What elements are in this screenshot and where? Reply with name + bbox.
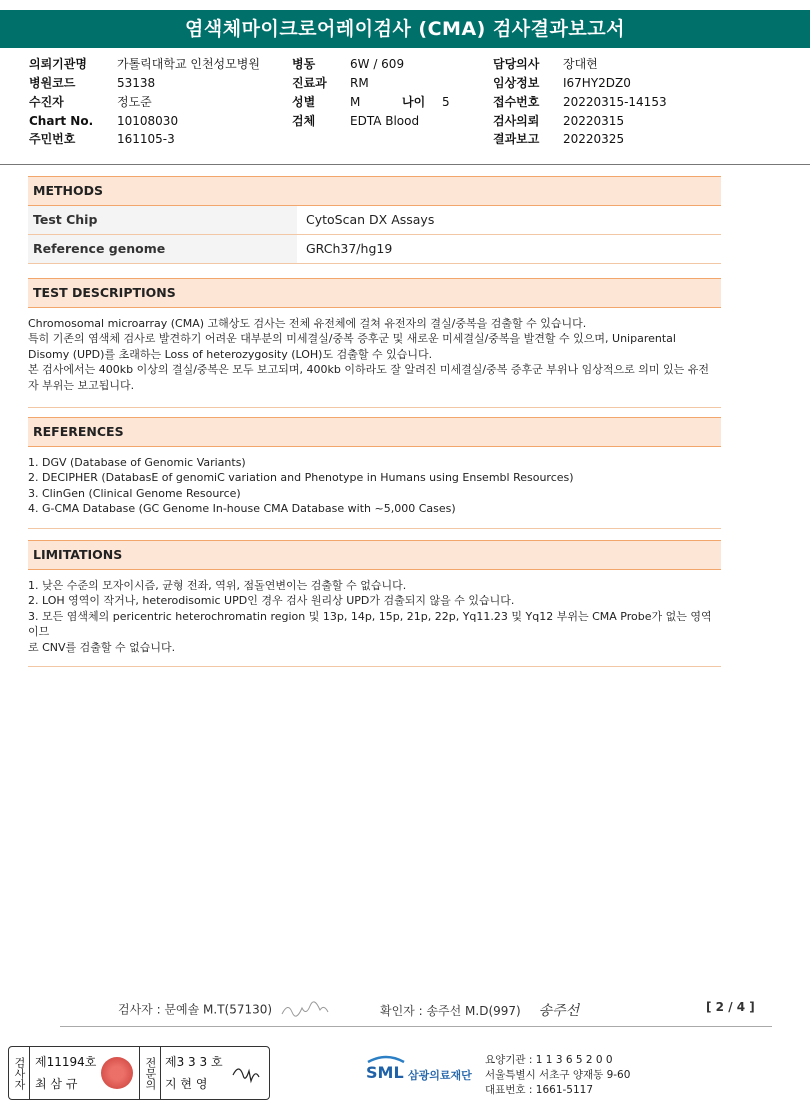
list-item: 4. G-CMA Database (GC Genome In-house CMA Database with ~5,000 Cases): [28, 502, 456, 516]
footer-divider: [60, 1026, 772, 1027]
methods-row: [28, 206, 721, 235]
tester-signature-mark: [280, 1000, 330, 1020]
value: 정도준: [117, 95, 152, 109]
methods-key: Reference genome: [28, 235, 297, 263]
value: 161105-3: [117, 132, 175, 146]
header-col1: [29, 55, 260, 147]
value: 6W / 609: [350, 57, 405, 71]
methods-heading: METHODS: [28, 176, 721, 206]
methods-value: GRCh37/hg19: [306, 241, 393, 256]
list-item: 3. ClinGen (Clinical Genome Resource): [28, 486, 241, 500]
label: 임상정보: [493, 76, 540, 90]
value: EDTA Blood: [350, 114, 420, 128]
references-heading: REFERENCES: [28, 417, 721, 447]
phone: 대표번호 : 1661-5117: [485, 1084, 594, 1096]
stamp-tester-name: 최 삼 규: [35, 1077, 78, 1091]
tester-text: 검사자 : 문예솔 M.T(57130): [118, 1002, 273, 1017]
value: RM: [350, 76, 369, 90]
label: 병동: [292, 57, 316, 71]
label: 담당의사: [493, 57, 540, 71]
institution-code: 요양기관 : 1 1 3 6 5 2 0 0: [485, 1054, 613, 1066]
org-name: 삼광의료재단: [408, 1069, 472, 1082]
age-label: 나이: [402, 95, 426, 109]
list-item: 1. 낮은 수준의 모자이시즘, 균형 전좌, 역위, 점돌연변이는 검출할 수 없습니다.: [28, 579, 407, 592]
methods-key: Test Chip: [28, 206, 297, 234]
methods-section: [28, 176, 721, 264]
stamp-label-tester: 검사자: [9, 1047, 30, 1099]
label: 진료과: [292, 76, 327, 90]
limitations-heading: LIMITATIONS: [28, 540, 721, 570]
limitations-body: [28, 578, 721, 655]
red-seal-icon: [101, 1057, 133, 1089]
label: 병원코드: [29, 76, 76, 90]
confirmer-text: 확인자 : 송주선 M.D(997): [380, 1004, 521, 1018]
section-divider: [28, 666, 721, 667]
test-descriptions-section: [28, 278, 721, 408]
label: 성별: [292, 95, 316, 109]
confirmer-sign-image: 송주선: [538, 1003, 580, 1019]
test-descriptions-body: [28, 316, 721, 393]
stamp-specialist-no: 제3 3 3 호: [165, 1055, 223, 1069]
label: 검사의뢰: [493, 114, 540, 128]
confirmer-signature: [380, 1000, 579, 1020]
list-item: 로 CNV를 검출할 수 없습니다.: [28, 640, 176, 654]
stamp-specialist-name: 지 현 영: [165, 1077, 208, 1091]
footer-info: [485, 1053, 630, 1098]
stamp-tester-no: 제11194호: [35, 1055, 97, 1069]
value: 20220325: [563, 132, 625, 146]
tester-signature: [118, 1000, 330, 1020]
list-item: 3. 모든 염색체의 pericentric heterochromatin region 및 13p, 14p, 15p, 21p, 22p, Yq11.23 및 Yq12 부위는 CMA Probe가 없는 영역이므: [28, 609, 712, 639]
report-title: 염색체마이크로어레이검사 (CMA) 검사결과보고서: [0, 10, 810, 48]
label: Chart No.: [29, 114, 94, 128]
value: 10108030: [117, 114, 179, 128]
text-line: Chromosomal microarray (CMA) 고해상도 검사는 전체 유전체에 걸쳐 유전자의 결실/중복을 검출할 수 있습니다.: [28, 317, 587, 330]
section-divider: [28, 407, 721, 408]
methods-value: CytoScan DX Assays: [306, 212, 435, 227]
limitations-section: [28, 540, 721, 667]
methods-row: [28, 235, 721, 264]
value: 20220315-14153: [563, 95, 667, 109]
test-descriptions-heading: TEST DESCRIPTIONS: [28, 278, 721, 308]
references-section: [28, 417, 721, 529]
page-number: [ 2 / 4 ]: [706, 1000, 755, 1014]
section-divider: [28, 528, 721, 529]
sml-logo-text: SML: [366, 1063, 404, 1082]
value: 20220315: [563, 114, 625, 128]
list-item: 1. DGV (Database of Genomic Variants): [28, 456, 246, 469]
text-line: Disomy (UPD)를 초래하는 Loss of heterozygosity (LOH)도 검출할 수 있습니다.: [28, 347, 433, 361]
value: I67HY2DZ0: [563, 76, 631, 90]
value: 가톨릭대학교 인천성모병원: [117, 57, 260, 71]
label: 검체: [292, 114, 316, 128]
text-line: 자 부위는 보고됩니다.: [28, 378, 135, 392]
label: 의뢰기관명: [29, 57, 87, 71]
specialist-signature-mark: [229, 1061, 263, 1087]
header-divider: [0, 164, 810, 165]
sml-logo: [366, 1054, 406, 1084]
text-line: 본 검사에서는 400kb 이상의 결실/중복은 모두 보고되며, 400kb 이하라도 잘 알려진 미세결실/중복 증후군 부위나 임상적으로 의미 있는 유전: [28, 363, 709, 377]
value: M: [350, 95, 361, 109]
stamp-label-specialist: 전문의: [140, 1047, 161, 1099]
list-item: 2. DECIPHER (DatabasE of genomiC variation and Phenotype in Humans using Ensembl Resources): [28, 471, 574, 485]
header-col3: [493, 55, 667, 147]
label: 접수번호: [493, 95, 540, 109]
label: 결과보고: [493, 132, 540, 146]
address: 서울특별시 서초구 양재동 9-60: [485, 1069, 631, 1081]
value: 장대현: [563, 57, 598, 71]
value: 53138: [117, 76, 156, 90]
label: 수진자: [29, 95, 64, 109]
certification-stamp: [8, 1046, 270, 1100]
header-col2: [292, 55, 450, 131]
list-item: 2. LOH 영역이 작거나, heterodisomic UPD인 경우 검사 원리상 UPD가 검출되지 않을 수 있습니다.: [28, 594, 515, 608]
references-body: [28, 455, 721, 517]
age-value: 5: [442, 95, 450, 109]
text-line: 특히 기존의 염색체 검사로 발견하기 어려운 대부분의 미세결실/중복 증후군 및 새로운 미세결실/중복을 발견할 수 있으며, Uniparental: [28, 332, 676, 346]
label: 주민번호: [29, 132, 76, 146]
